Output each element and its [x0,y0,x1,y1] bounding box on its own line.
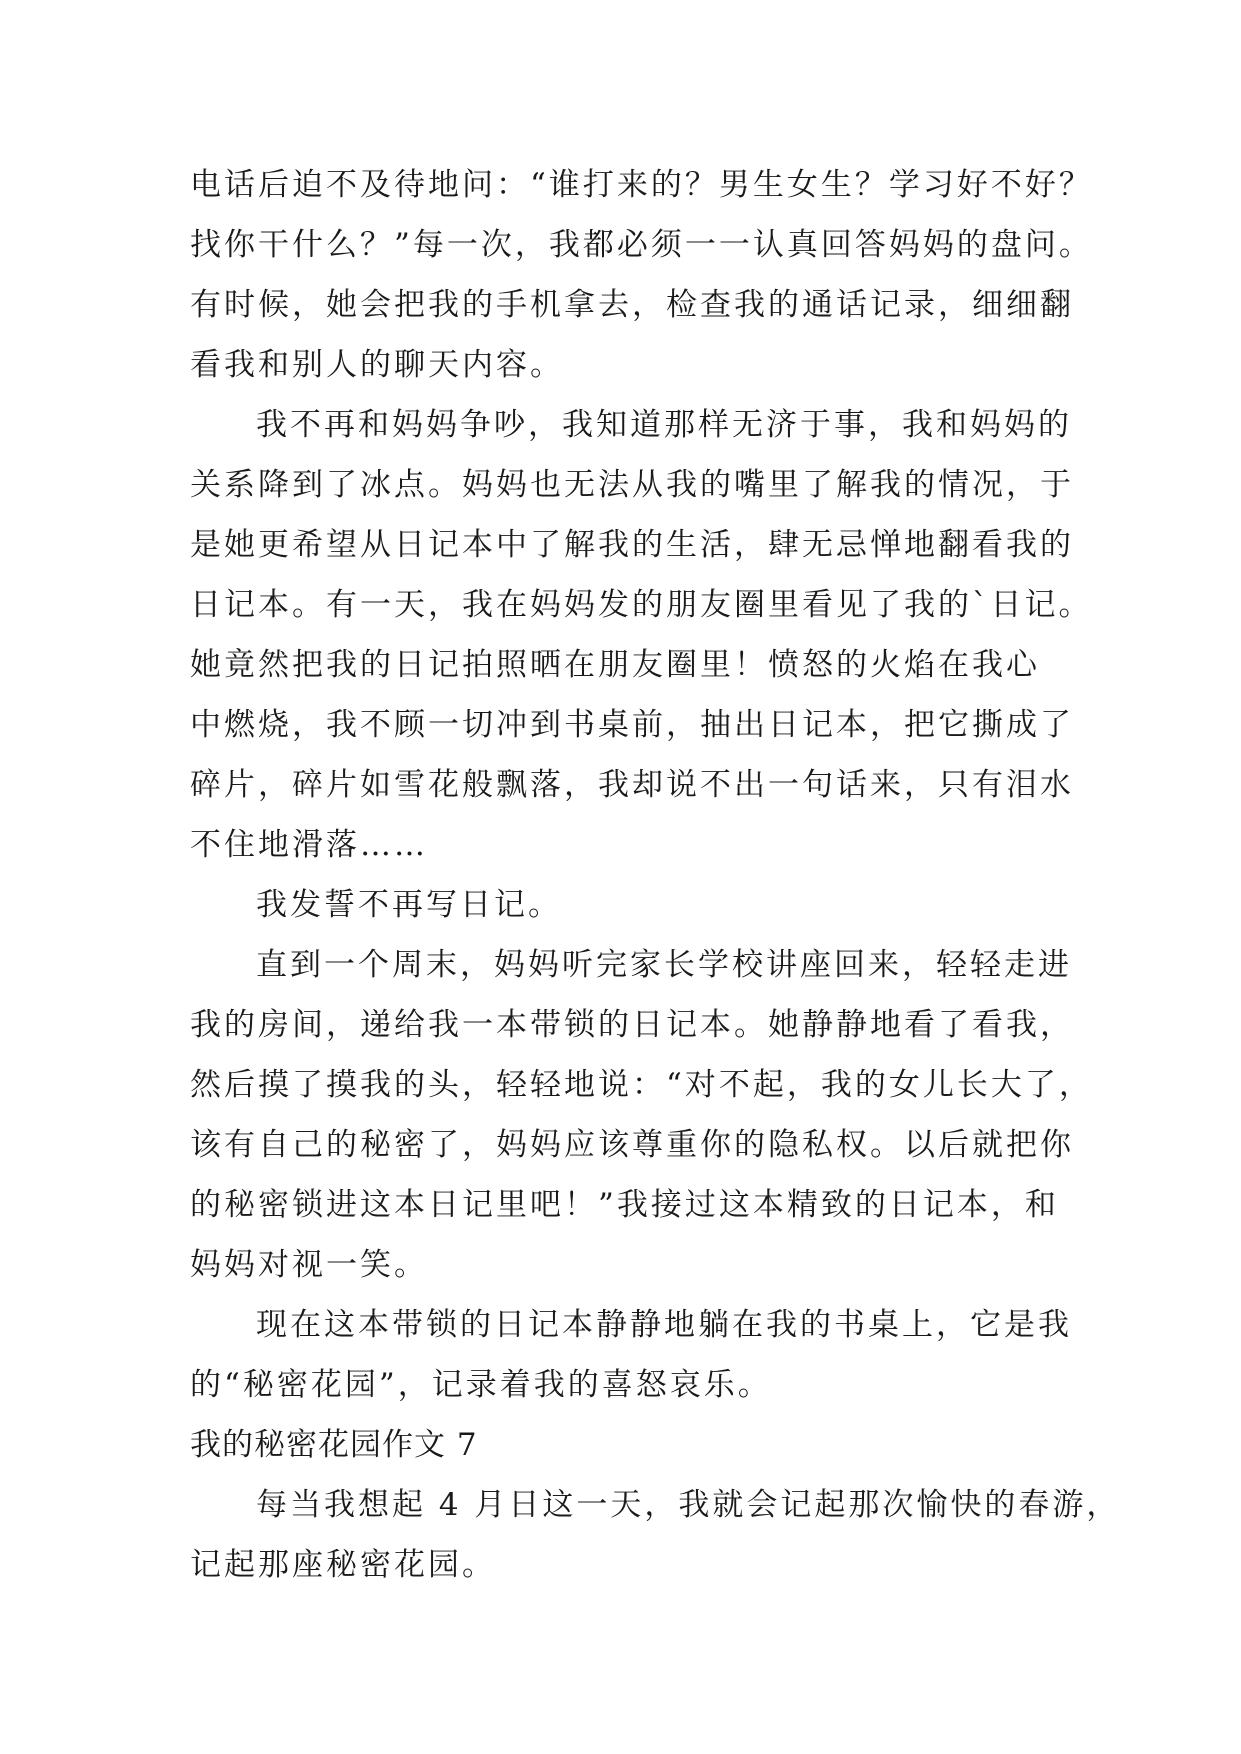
text-line: 日记本。有一天，我在妈妈发的朋友圈里看见了我的`日记。 [190,587,1093,623]
paragraph-first-line: 我不再和妈妈争吵，我知道那样无济于事，我和妈妈的 [256,407,1072,443]
text-line: 该有自己的秘密了，妈妈应该尊重你的隐私权。以后就把你 [190,1127,1074,1163]
paragraph-first-line: 现在这本带锁的日记本静静地躺在我的书桌上，它是我 [256,1307,1072,1343]
text-line: 的秘密锁进这本日记里吧！”我接过这本精致的日记本，和 [190,1187,1059,1223]
text-line: 不住地滑落…… [190,827,428,863]
text-line: 我的房间，递给我一本带锁的日记本。她静静地看了看我， [190,1007,1074,1043]
paragraph-first-line: 我发誓不再写日记。 [256,887,562,923]
text-line: 关系降到了冰点。妈妈也无法从我的嘴里了解我的情况，于 [190,467,1074,503]
paragraph-first-line: 每当我想起 4 月日这一天，我就会记起那次愉快的春游， [256,1487,1121,1523]
document-body [190,155,1121,1595]
text-line: 是她更希望从日记本中了解我的生活，肆无忌惮地翻看我的 [190,527,1074,563]
text-line: 中燃烧，我不顾一切冲到书桌前，抽出日记本，把它撕成了 [190,707,1074,743]
text-line: 找你干什么？”每一次，我都必须一一认真回答妈妈的盘问。 [190,227,1093,263]
text-line: 碎片，碎片如雪花般飘落，我却说不出一句话来，只有泪水 [190,767,1074,803]
text-line: 妈妈对视一笑。 [190,1247,428,1283]
text-line: 然后摸了摸我的头，轻轻地说：“对不起，我的女儿长大了， [190,1067,1093,1103]
paragraph-first-line: 直到一个周末，妈妈听完家长学校讲座回来，轻轻走进 [256,947,1072,983]
text-line: 有时候，她会把我的手机拿去，检查我的通话记录，细细翻 [190,287,1074,323]
text-line: 电话后迫不及待地问：“谁打来的？男生女生？学习好不好？ [190,167,1093,203]
text-line: 的“秘密花园”，记录着我的喜怒哀乐。 [190,1367,772,1403]
text-line: 记起那座秘密花园。 [190,1547,496,1583]
text-line: 看我和别人的聊天内容。 [190,347,564,383]
text-line: 她竟然把我的日记拍照晒在朋友圈里！愤怒的火焰在我心 [190,647,1040,683]
section-heading: 我的秘密花园作文 7 [190,1427,478,1463]
